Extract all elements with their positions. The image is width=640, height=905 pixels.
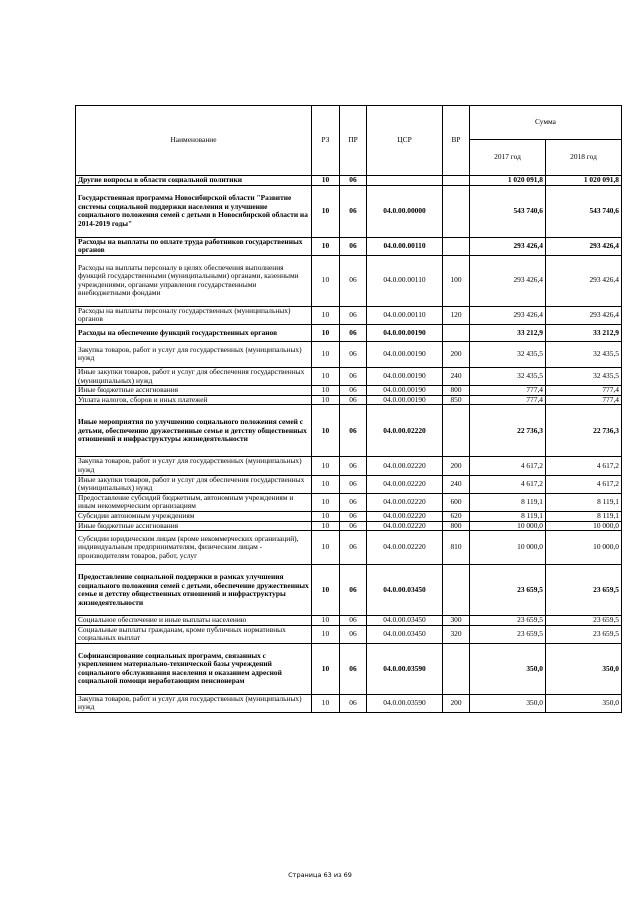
cell-v2017: 350,0 [470, 643, 546, 694]
cell-pr: 06 [340, 625, 367, 643]
table-row [76, 616, 622, 626]
table-row [76, 625, 622, 643]
cell-pr: 06 [340, 306, 367, 324]
table-row [76, 694, 622, 712]
cell-name: Уплата налогов, сборов и иных платежей [76, 395, 312, 405]
cell-csr: 04.0.00.02220 [367, 457, 443, 475]
table-row [76, 367, 622, 385]
cell-csr: 04.0.00.02220 [367, 521, 443, 531]
cell-v2018: 22 736,3 [546, 405, 622, 457]
cell-v2018: 4 617,2 [546, 457, 622, 475]
cell-v2018: 543 740,6 [546, 185, 622, 237]
cell-rz: 10 [312, 255, 340, 306]
table-row [76, 643, 622, 694]
table-row [76, 185, 622, 237]
cell-name: Закупка товаров, работ и услуг для государственных (муниципальных) нужд [76, 694, 312, 712]
cell-v2018: 4 617,2 [546, 475, 622, 493]
cell-v2018: 777,4 [546, 386, 622, 396]
cell-rz: 10 [312, 185, 340, 237]
budget-table [75, 105, 622, 713]
cell-vr: 850 [443, 395, 470, 405]
cell-v2018: 293 426,4 [546, 255, 622, 306]
cell-csr: 04.0.00.00190 [367, 395, 443, 405]
table-row [76, 475, 622, 493]
cell-csr: 04.0.00.00110 [367, 255, 443, 306]
cell-v2017: 777,4 [470, 386, 546, 396]
cell-pr: 06 [340, 457, 367, 475]
cell-csr: 04.0.00.00190 [367, 341, 443, 367]
cell-v2017: 4 617,2 [470, 457, 546, 475]
cell-v2017: 293 426,4 [470, 255, 546, 306]
cell-v2018: 23 659,5 [546, 565, 622, 616]
cell-name: Предоставление социальной поддержки в рамках улучшения социального положения семей с детьми, обеспечение дружественных семье и детству общественных отношений и инфраструктуры жизнедеятельности [76, 565, 312, 616]
table-row [76, 306, 622, 324]
cell-vr: 200 [443, 341, 470, 367]
cell-csr: 04.0.00.03590 [367, 643, 443, 694]
cell-vr: 620 [443, 511, 470, 521]
cell-csr: 04.0.00.03450 [367, 616, 443, 626]
cell-name: Субсидии юридическим лицам (кроме некоммерческих организаций), индивидуальным предпринимателям, физическим лицам - производителям товаров, работ, услуг [76, 531, 312, 565]
cell-csr: 04.0.00.00000 [367, 185, 443, 237]
cell-pr: 06 [340, 324, 367, 341]
cell-v2017: 23 659,5 [470, 565, 546, 616]
table-row [76, 511, 622, 521]
cell-vr: 240 [443, 475, 470, 493]
cell-rz: 10 [312, 475, 340, 493]
cell-rz: 10 [312, 395, 340, 405]
table-row [76, 565, 622, 616]
cell-csr: 04.0.00.02220 [367, 405, 443, 457]
cell-pr: 06 [340, 255, 367, 306]
cell-v2017: 22 736,3 [470, 405, 546, 457]
cell-v2017: 33 212,9 [470, 324, 546, 341]
cell-name: Субсидии автономным учреждениям [76, 511, 312, 521]
cell-name: Иные мероприятия по улучшению социального положения семей с детьми, обеспечению дружественные семье и детству общественных отношений и инфраструктуры жизнедеятельности [76, 405, 312, 457]
cell-csr: 04.0.00.03450 [367, 625, 443, 643]
cell-v2017: 293 426,4 [470, 237, 546, 255]
cell-v2017: 32 435,5 [470, 367, 546, 385]
cell-pr: 06 [340, 237, 367, 255]
cell-v2017: 1 020 091,8 [470, 176, 546, 186]
cell-name: Иные бюджетные ассигнования [76, 386, 312, 396]
cell-v2018: 350,0 [546, 643, 622, 694]
cell-pr: 06 [340, 367, 367, 385]
cell-pr: 06 [340, 395, 367, 405]
cell-vr [443, 185, 470, 237]
cell-vr: 200 [443, 694, 470, 712]
cell-rz: 10 [312, 237, 340, 255]
cell-pr: 06 [340, 405, 367, 457]
cell-v2017: 10 000,0 [470, 521, 546, 531]
cell-vr [443, 565, 470, 616]
cell-v2017: 32 435,5 [470, 341, 546, 367]
header-sum: Сумма [470, 106, 622, 140]
cell-vr: 810 [443, 531, 470, 565]
table-row [76, 521, 622, 531]
cell-name: Другие вопросы в области социальной политики [76, 176, 312, 186]
cell-v2017: 350,0 [470, 694, 546, 712]
cell-name: Расходы на обеспечение функций государственных органов [76, 324, 312, 341]
cell-pr: 06 [340, 176, 367, 186]
cell-csr: 04.0.00.02220 [367, 493, 443, 511]
cell-name: Иные бюджетные ассигнования [76, 521, 312, 531]
cell-csr: 04.0.00.03450 [367, 565, 443, 616]
cell-vr: 800 [443, 521, 470, 531]
cell-vr: 600 [443, 493, 470, 511]
table-row [76, 405, 622, 457]
cell-vr: 320 [443, 625, 470, 643]
cell-rz: 10 [312, 493, 340, 511]
cell-csr: 04.0.00.00190 [367, 386, 443, 396]
cell-vr [443, 643, 470, 694]
cell-v2018: 8 119,1 [546, 511, 622, 521]
cell-vr: 120 [443, 306, 470, 324]
header-vr: ВР [443, 106, 470, 176]
cell-csr: 04.0.00.00190 [367, 324, 443, 341]
cell-rz: 10 [312, 521, 340, 531]
cell-rz: 10 [312, 565, 340, 616]
page-number: Страница 63 из 69 [288, 871, 352, 879]
cell-v2018: 8 119,1 [546, 493, 622, 511]
table-body [76, 176, 622, 713]
table-row [76, 324, 622, 341]
cell-name: Социальное обеспечение и иные выплаты населению [76, 616, 312, 626]
cell-csr: 04.0.00.00110 [367, 306, 443, 324]
cell-rz: 10 [312, 457, 340, 475]
cell-csr: 04.0.00.02220 [367, 531, 443, 565]
cell-rz: 10 [312, 616, 340, 626]
cell-name: Закупка товаров, работ и услуг для государственных (муниципальных) нужд [76, 457, 312, 475]
table-row [76, 341, 622, 367]
cell-vr: 200 [443, 457, 470, 475]
cell-pr: 06 [340, 694, 367, 712]
cell-v2018: 32 435,5 [546, 341, 622, 367]
cell-name: Софинансирование социальных программ, связанных с укреплением материально-технической базы учреждений социального обслуживания населения и оказанием адресной социальной помощи неработающим пенсионерам [76, 643, 312, 694]
cell-pr: 06 [340, 185, 367, 237]
cell-vr [443, 324, 470, 341]
cell-pr: 06 [340, 531, 367, 565]
header-name: Наименование [76, 106, 312, 176]
cell-rz: 10 [312, 176, 340, 186]
cell-pr: 06 [340, 493, 367, 511]
cell-rz: 10 [312, 625, 340, 643]
cell-csr: 04.0.00.02220 [367, 511, 443, 521]
cell-v2018: 777,4 [546, 395, 622, 405]
table-row [76, 395, 622, 405]
cell-v2018: 10 000,0 [546, 521, 622, 531]
cell-csr: 04.0.00.03590 [367, 694, 443, 712]
cell-v2017: 8 119,1 [470, 493, 546, 511]
cell-v2017: 8 119,1 [470, 511, 546, 521]
header-rz: РЗ [312, 106, 340, 176]
cell-rz: 10 [312, 694, 340, 712]
header-csr: ЦСР [367, 106, 443, 176]
cell-csr: 04.0.00.00190 [367, 367, 443, 385]
cell-v2018: 350,0 [546, 694, 622, 712]
cell-vr: 100 [443, 255, 470, 306]
cell-pr: 06 [340, 386, 367, 396]
cell-name: Иные закупки товаров, работ и услуг для обеспечения государственных (муниципальных) нужд [76, 475, 312, 493]
cell-vr: 240 [443, 367, 470, 385]
cell-v2018: 10 000,0 [546, 531, 622, 565]
cell-csr: 04.0.00.02220 [367, 475, 443, 493]
cell-pr: 06 [340, 521, 367, 531]
cell-v2017: 777,4 [470, 395, 546, 405]
table-row [76, 493, 622, 511]
cell-vr [443, 405, 470, 457]
cell-v2017: 23 659,5 [470, 625, 546, 643]
table-row [76, 255, 622, 306]
table-row [76, 237, 622, 255]
table-row [76, 386, 622, 396]
cell-name: Социальные выплаты гражданам, кроме публичных нормативных социальных выплат [76, 625, 312, 643]
cell-vr [443, 237, 470, 255]
cell-name: Расходы на выплаты персоналу в целях обеспечения выполнения функций государственными (муниципальными) органами, казенными учреждениями, органами управления государственными внебюджетными фондами [76, 255, 312, 306]
cell-v2017: 10 000,0 [470, 531, 546, 565]
cell-v2018: 32 435,5 [546, 367, 622, 385]
cell-name: Государственная программа Новосибирской области "Развитие системы социальной поддержки населения и улучшение социального положения семей с детьми в Новосибирской области на 2014-2019 годы" [76, 185, 312, 237]
header-2018: 2018 год [546, 140, 622, 176]
cell-name: Расходы на выплаты персоналу государственных (муниципальных) органов [76, 306, 312, 324]
cell-pr: 06 [340, 475, 367, 493]
cell-vr: 800 [443, 386, 470, 396]
header-pr: ПР [340, 106, 367, 176]
cell-v2018: 23 659,5 [546, 625, 622, 643]
cell-rz: 10 [312, 324, 340, 341]
cell-name: Расходы на выплаты по оплате труда работников государственных органов [76, 237, 312, 255]
cell-v2018: 1 020 091,8 [546, 176, 622, 186]
cell-name: Закупка товаров, работ и услуг для государственных (муниципальных) нужд [76, 341, 312, 367]
cell-pr: 06 [340, 565, 367, 616]
cell-csr [367, 176, 443, 186]
cell-rz: 10 [312, 643, 340, 694]
cell-vr: 300 [443, 616, 470, 626]
cell-rz: 10 [312, 341, 340, 367]
cell-v2018: 293 426,4 [546, 237, 622, 255]
table-row [76, 176, 622, 186]
cell-rz: 10 [312, 531, 340, 565]
cell-name: Иные закупки товаров, работ и услуг для обеспечения государственных (муниципальных) нужд [76, 367, 312, 385]
cell-rz: 10 [312, 367, 340, 385]
cell-rz: 10 [312, 511, 340, 521]
cell-v2017: 293 426,4 [470, 306, 546, 324]
cell-pr: 06 [340, 511, 367, 521]
header-2017: 2017 год [470, 140, 546, 176]
cell-vr [443, 176, 470, 186]
cell-rz: 10 [312, 405, 340, 457]
table-row [76, 457, 622, 475]
cell-rz: 10 [312, 306, 340, 324]
table-row [76, 531, 622, 565]
cell-pr: 06 [340, 643, 367, 694]
cell-v2017: 4 617,2 [470, 475, 546, 493]
cell-v2018: 293 426,4 [546, 306, 622, 324]
cell-rz: 10 [312, 386, 340, 396]
cell-v2017: 543 740,6 [470, 185, 546, 237]
cell-csr: 04.0.00.00110 [367, 237, 443, 255]
cell-v2018: 33 212,9 [546, 324, 622, 341]
cell-pr: 06 [340, 616, 367, 626]
cell-name: Предоставление субсидий бюджетным, автономным учреждениям и иным некоммерческим организациям [76, 493, 312, 511]
cell-v2018: 23 659,5 [546, 616, 622, 626]
cell-pr: 06 [340, 341, 367, 367]
cell-v2017: 23 659,5 [470, 616, 546, 626]
